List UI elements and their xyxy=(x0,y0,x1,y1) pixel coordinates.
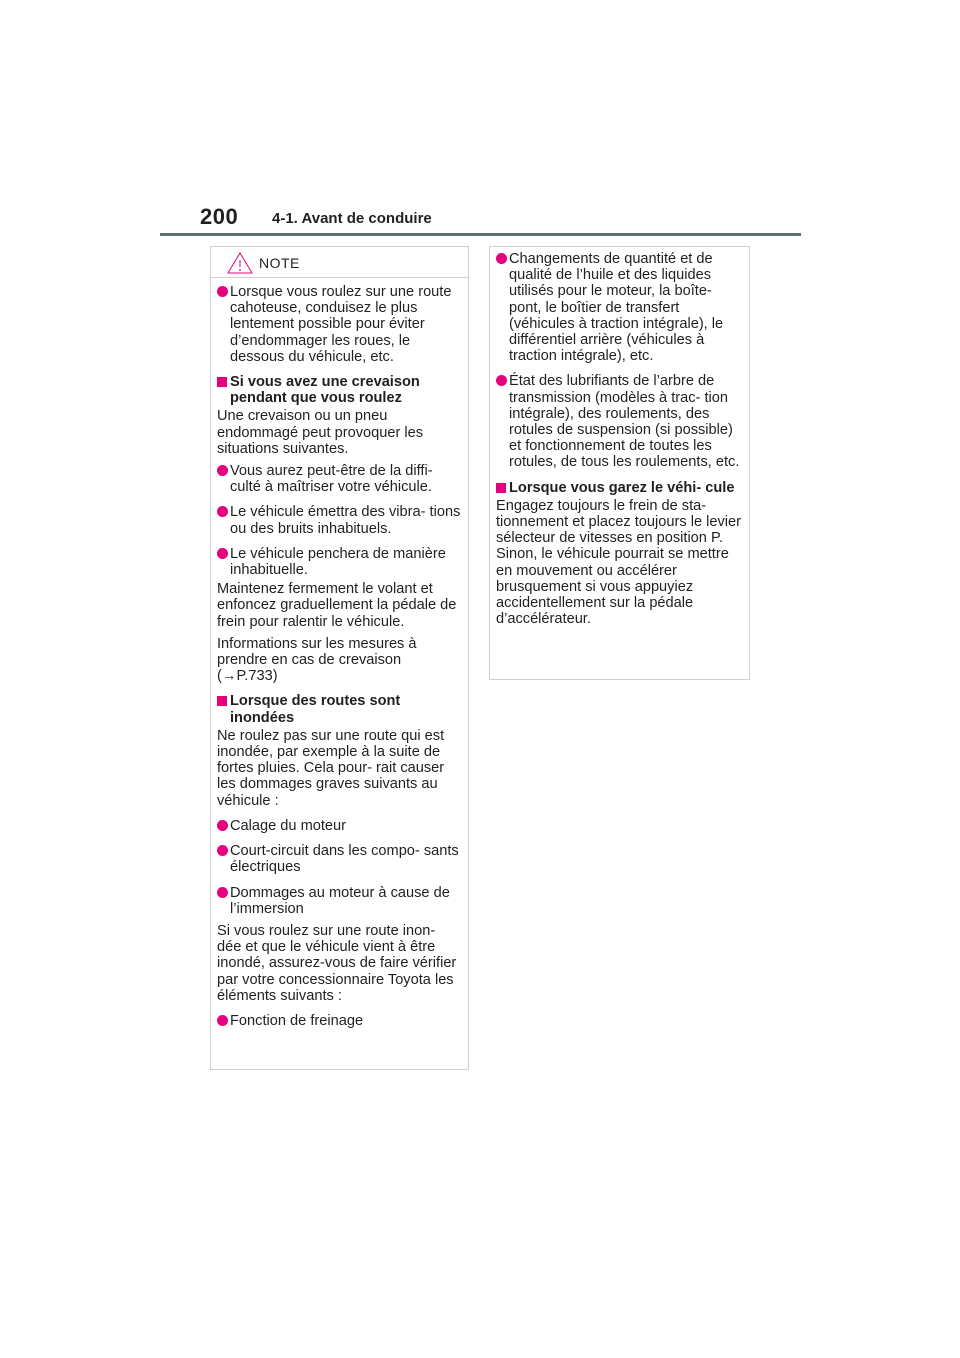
subheading: Lorsque des routes sont inondées xyxy=(217,693,462,725)
note-label: NOTE xyxy=(259,255,300,271)
note-box-left xyxy=(210,246,469,1070)
bullet-dot-icon xyxy=(217,845,228,856)
paragraph: Une crevaison ou un pneu endommagé peut provoquer les situations suivantes. xyxy=(217,408,424,457)
paragraph: Maintenez fermement le volant et enfoncez graduellement la pédale de frein pour ralentir le véhicule. xyxy=(217,581,457,630)
square-bullet-icon xyxy=(217,377,227,387)
list-item: Changements de quantité et de qualité de l’huile et des liquides utilisés pour le moteur, la boîte- pont, le boîtier de transfert (véhicules à traction intégrale), le différentiel arrière (véhicules à traction intégrale), etc. xyxy=(496,251,743,364)
bullet-dot-icon xyxy=(496,375,507,386)
list-item: Le véhicule émettra des vibra- tions ou des bruits inhabituels. xyxy=(217,504,462,536)
paragraph: Ne roulez pas sur une route qui est inondée, par exemple à la suite de fortes pluies. Cela pour- rait causer les dommages graves suivants au véhicule : xyxy=(217,727,445,809)
bullet-dot-icon xyxy=(217,548,228,559)
bullet-dot-icon xyxy=(217,887,228,898)
subheading: Lorsque vous garez le véhi- cule xyxy=(496,480,743,496)
list-item: Fonction de freinage xyxy=(217,1013,462,1029)
list-item: Court-circuit dans les compo- sants électriques xyxy=(217,843,462,875)
bullet-dot-icon xyxy=(496,253,507,264)
header-rule xyxy=(160,233,801,236)
note-header xyxy=(211,247,468,278)
list-item: État des lubrifiants de l’arbre de transmission (modèles à trac- tion intégrale), des roulements, des rotules de suspension (si possible) et fonctionnement de toutes les rotules, de tous les roulements, etc. xyxy=(496,373,743,470)
square-bullet-icon xyxy=(217,696,227,706)
bullet-dot-icon xyxy=(217,820,228,831)
list-item: Dommages au moteur à cause de l’immersion xyxy=(217,885,462,917)
bullet-dot-icon xyxy=(217,286,228,297)
page-number: 200 xyxy=(200,204,239,229)
list-item: Lorsque vous roulez sur une route cahoteuse, conduisez le plus lentement possible pour éviter d’endommager les roues, le dessous du véhicule, etc. xyxy=(217,284,462,365)
list-item: Vous aurez peut-être de la diffi- culté à maîtriser votre véhicule. xyxy=(217,463,462,495)
bullet-dot-icon xyxy=(217,506,228,517)
subheading: Si vous avez une crevaison pendant que vous roulez xyxy=(217,374,462,406)
bullet-dot-icon xyxy=(217,1015,228,1026)
note-box-right xyxy=(489,246,750,680)
list-item: Calage du moteur xyxy=(217,818,462,834)
list-item: Le véhicule penchera de manière inhabituelle. xyxy=(217,546,462,578)
square-bullet-icon xyxy=(496,483,506,493)
paragraph: Informations sur les mesures à prendre en cas de crevaison (→P.733) xyxy=(217,635,417,685)
paragraph: Engagez toujours le frein de sta- tionnement et placez toujours le levier sélecteur de vitesses en position P. Sinon, le véhicule pourrait se mettre en mouvement ou accélérer brusquement si vous appuyiez accidentellement sur la pédale d’accélérateur. xyxy=(496,497,741,628)
bullet-dot-icon xyxy=(217,465,228,476)
warning-triangle-icon xyxy=(227,252,253,274)
section-title: 4-1. Avant de conduire xyxy=(272,210,432,227)
paragraph: Si vous roulez sur une route inon- dée et que le véhicule vient à être inondé, assurez-vous de faire vérifier par votre concessionnaire Toyota les éléments suivants : xyxy=(217,922,457,1004)
